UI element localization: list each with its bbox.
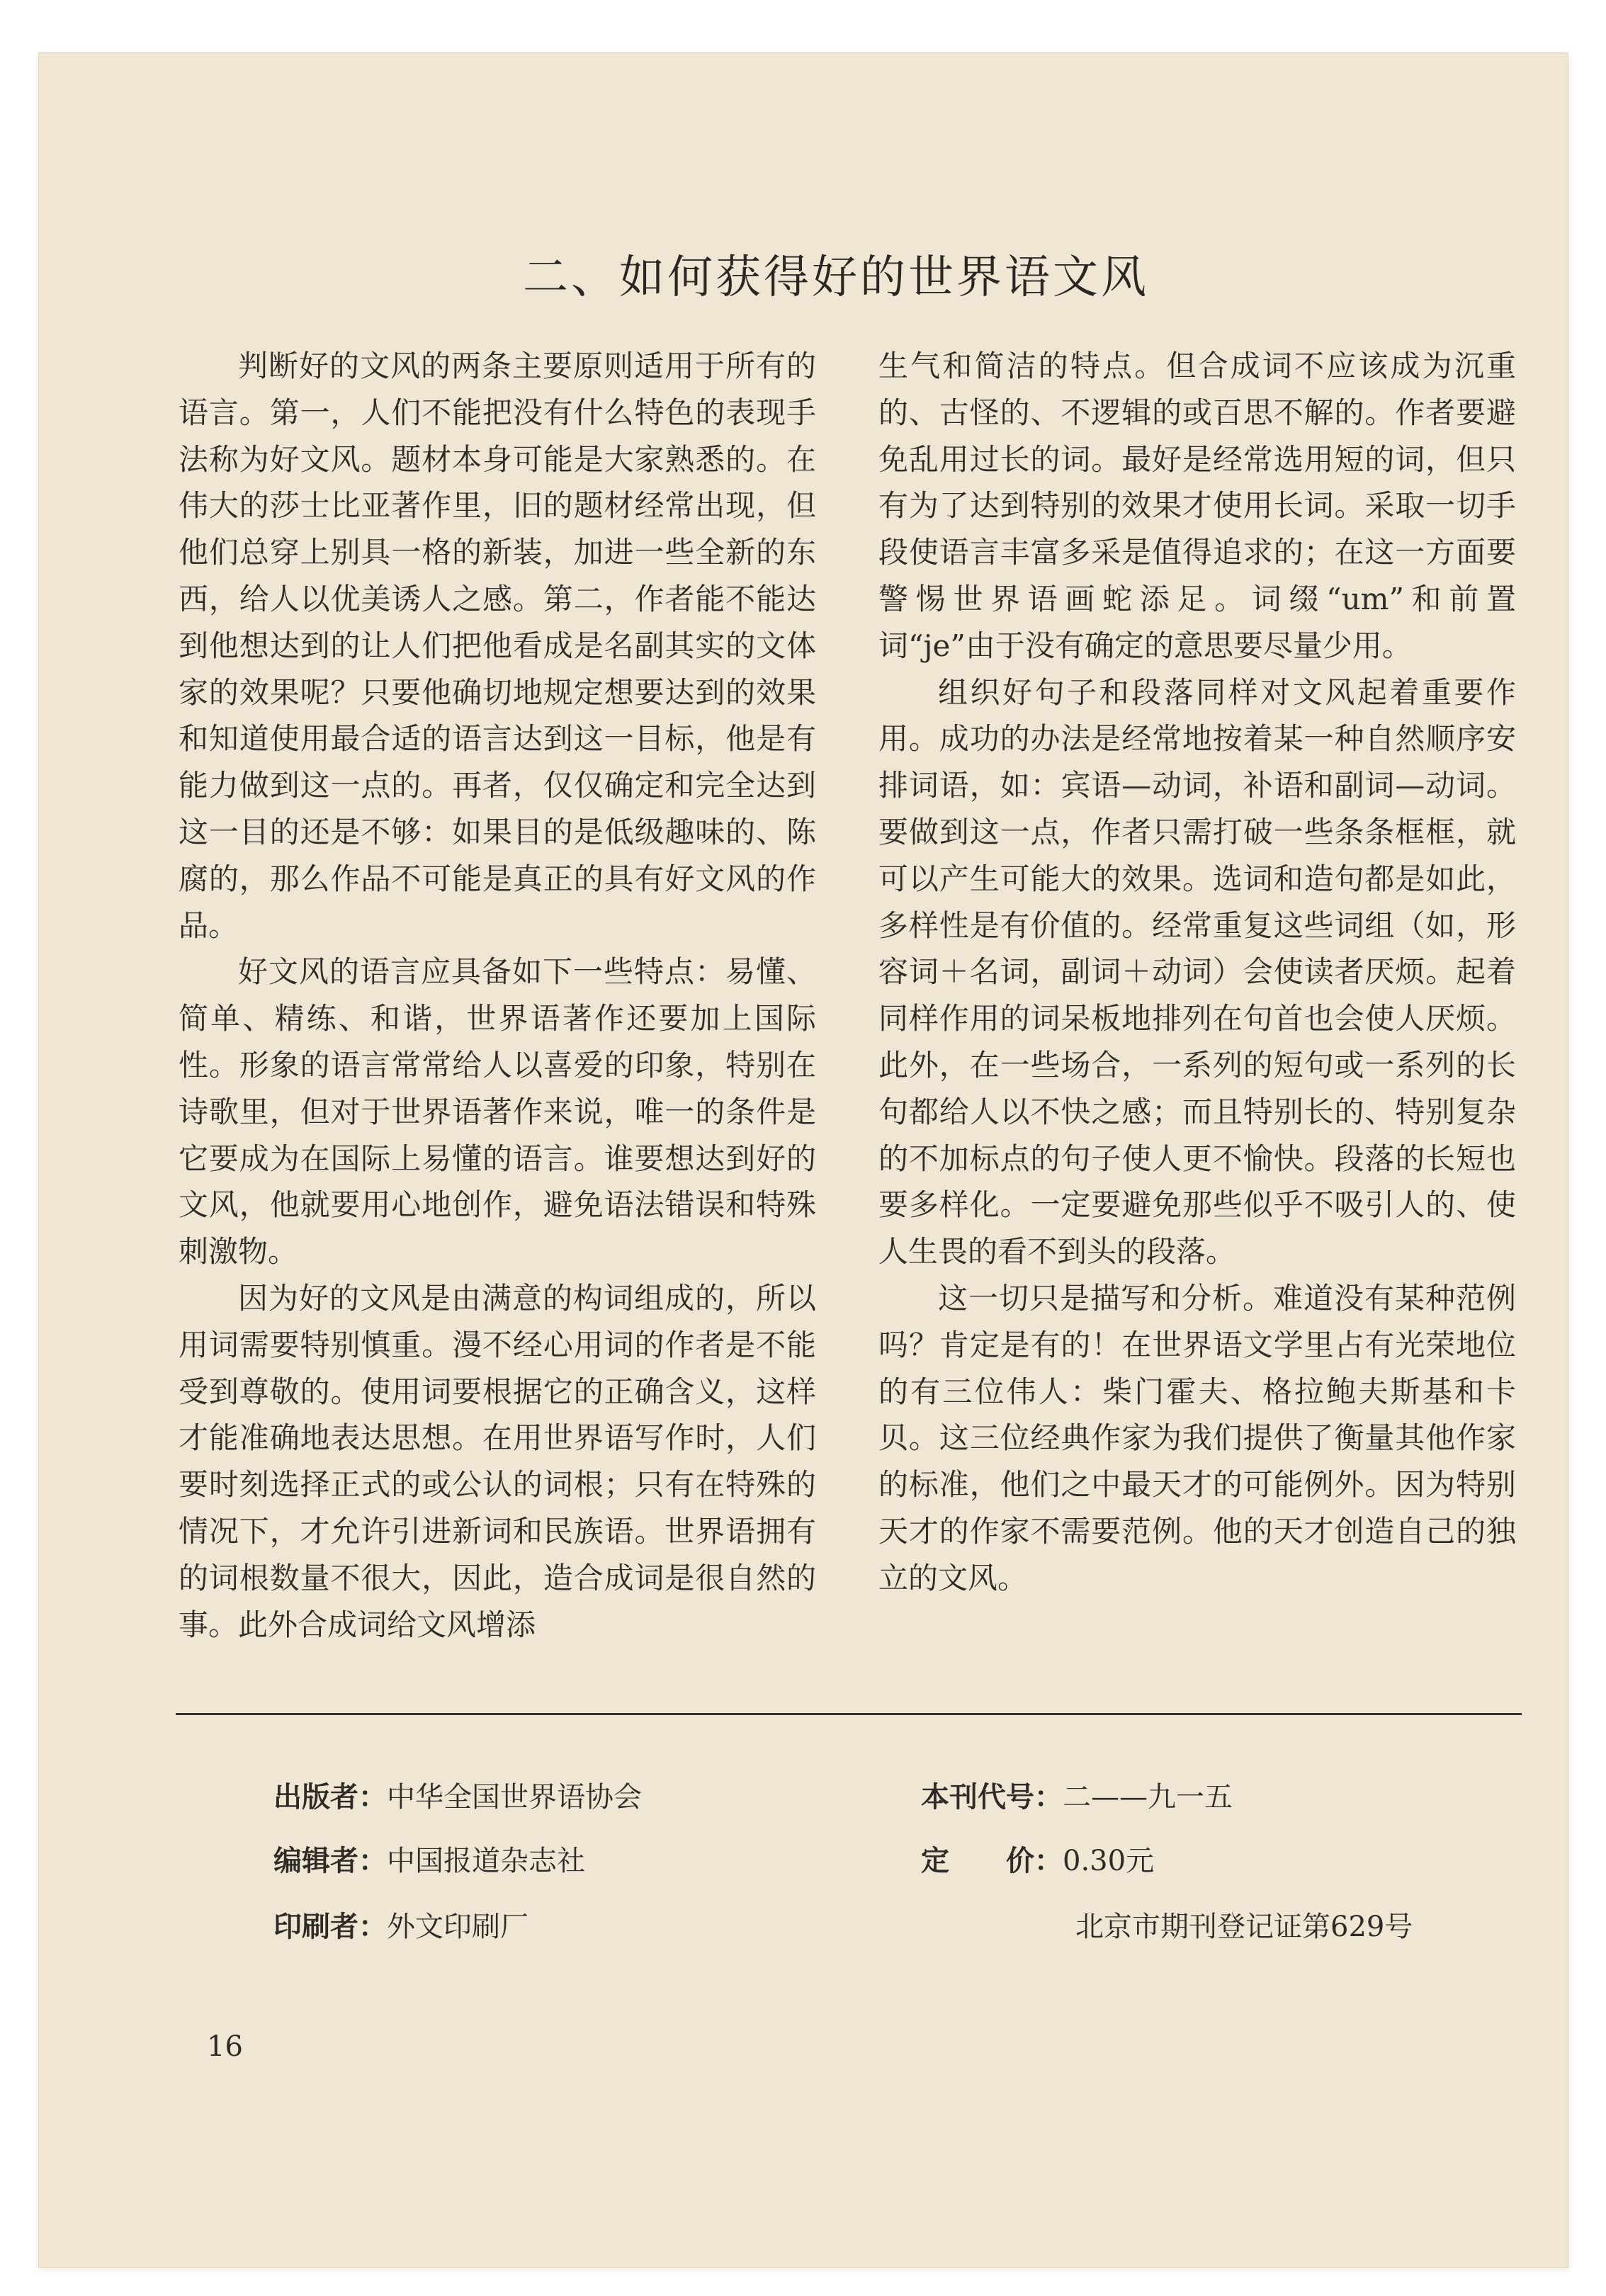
page-number: 16 — [207, 2030, 243, 2063]
editor-value: 中国报道杂志社 — [387, 1845, 585, 1877]
registration-line: 北京市期刊登记证第629号 — [1075, 1911, 1413, 1943]
code-value: 二——九一五 — [1063, 1781, 1233, 1814]
paragraph: 生气和简洁的特点。但合成词不应该成为沉重的、古怪的、不逻辑的或百思不解的。作者要避免乱用过长的词。最好是经常选用短的词，但只有为了达到特别的效果才使用长词。采取一切手段使语言丰富多采是值得追求的；在这一方面要警惕世界语画蛇添足。词缀“um”和前置词“je”由于没有确定的意思要尽量少用。 — [878, 349, 1516, 663]
left-column — [179, 343, 816, 1648]
publisher-line — [273, 1775, 642, 1815]
colophon-divider — [176, 1713, 1522, 1715]
paragraph: 因为好的文风是由满意的构词组成的，所以用词需要特别慎重。漫不经心用词的作者是不能受到尊敬的。使用词要根据它的正确含义，这样才能准确地表达思想。在用世界语写作时，人们要时刻选择正式的或公认的词根；只有在特殊的情况下，才允许引进新词和民族语。世界语拥有的词根数量不很大，因此，造合成词是很自然的事。此外合成词给文风增添 — [179, 1280, 816, 1642]
editor-label: 编辑者： — [273, 1844, 387, 1877]
publisher-value: 中华全国世界语协会 — [387, 1781, 642, 1814]
printer-label: 印刷者： — [273, 1910, 387, 1943]
paragraph: 判断好的文风的两条主要原则适用于所有的语言。第一，人们不能把没有什么特色的表现手法称为好文风。题材本身可能是大家熟悉的。在伟大的莎士比亚著作里，旧的题材经常出现，但他们总穿上别具一格的新装，加进一些全新的东西，给人以优美诱人之感。第二，作者能不能达到他想达到的让人们把他看成是名副其实的文体家的效果呢？只要他确切地规定想要达到的效果和知道使用最合适的语言达到这一目标，他是有能力做到这一点的。再者，仅仅确定和完全达到这一目的还是不够：如果目的是低级趣味的、陈腐的，那么作品不可能是真正的具有好文风的作品。 — [179, 349, 816, 943]
article-title: 二、如何获得好的世界语文风 — [523, 251, 1149, 304]
paragraph: 这一切只是描写和分析。难道没有某种范例吗？肯定是有的！在世界语文学里占有光荣地位的有三位伟人：柴门霍夫、格拉鲍夫斯基和卡贝。这三位经典作家为我们提供了衡量其他作家的标准，他们之中最天才的可能例外。因为特别天才的作家不需要范例。他的天才创造自己的独立的文风。 — [878, 1280, 1516, 1595]
code-line — [921, 1775, 1233, 1815]
editor-line — [273, 1838, 585, 1879]
printer-line — [273, 1904, 528, 1945]
publisher-label: 出版者： — [273, 1780, 387, 1814]
price-label: 定 价： — [921, 1844, 1063, 1877]
printer-value: 外文印刷厂 — [387, 1911, 528, 1943]
price-line — [921, 1838, 1154, 1879]
paragraph: 组织好句子和段落同样对文风起着重要作用。成功的办法是经常地按着某一种自然顺序安排词语，如：宾语—动词，补语和副词—动词。要做到这一点，作者只需打破一些条条框框，就可以产生可能大的效果。选词和造句都是如此，多样性是有价值的。经常重复这些词组（如，形容词＋名词，副词＋动词）会使读者厌烦。起着同样作用的词呆板地排列在句首也会使人厌烦。此外，在一些场合，一系列的短句或一系列的长句都给人以不快之感；而且特别长的、特别复杂的不加标点的句子使人更不愉快。段落的长短也要多样化。一定要避免那些似乎不吸引人的、使人生畏的看不到头的段落。 — [878, 674, 1516, 1269]
right-column — [878, 343, 1516, 1602]
code-label: 本刊代号： — [921, 1780, 1063, 1814]
paragraph: 好文风的语言应具备如下一些特点：易懂、简单、精练、和谐，世界语著作还要加上国际性。形象的语言常常给人以喜爱的印象，特别在诗歌里，但对于世界语著作来说，唯一的条件是它要成为在国际上易懂的语言。谁要想达到好的文风，他就要用心地创作，避免语法错误和特殊刺激物。 — [179, 954, 816, 1269]
price-value: 0.30元 — [1063, 1845, 1155, 1877]
